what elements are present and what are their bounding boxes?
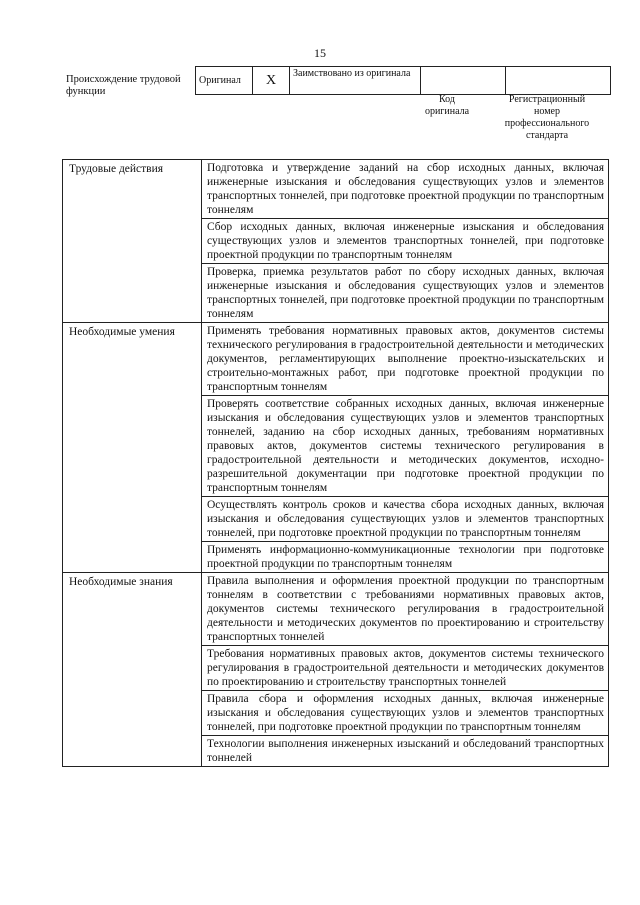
table-row bbox=[63, 573, 609, 646]
code-cell bbox=[421, 67, 506, 95]
table-cell: Применять информационно-коммуникационные технологии при подготовке проектной продукции по транспортным тоннелям bbox=[202, 542, 609, 573]
labor-function-table bbox=[62, 159, 609, 767]
table-cell: Проверка, приемка результатов работ по сбору исходных данных, включая инженерные изыскания и обследования существующих узлов и элементов транспортных тоннелей, при подготовке проектной продукции по транспортным тоннелям bbox=[202, 264, 609, 323]
origin-label: Происхождение трудовой функции bbox=[66, 74, 181, 97]
table-cell: Требования нормативных правовых актов, документов системы технического регулирования в градостроительной деятельности и методических документов по проектированию и строительству транспортных тоннелей bbox=[202, 646, 609, 691]
table-cell: Применять требования нормативных правовых актов, документов системы технического регулирования в градостроительной деятельности и методических документов, регламентирующих выполнение проектно-изыскательских и строительно-монтажных работ, при подготовке проектной продукции по транспортным тоннелям bbox=[202, 323, 609, 396]
table-cell: Осуществлять контроль сроков и качества сбора исходных данных, включая изыскания и обследования существующих узлов и элементов транспортных тоннелей, при подготовке проектной продукции по транспортным тоннелям bbox=[202, 497, 609, 542]
origin-table bbox=[195, 66, 611, 95]
section-title-actions: Трудовые действия bbox=[63, 160, 202, 323]
borrowed-cell: Заимствовано из оригинала bbox=[290, 67, 421, 95]
original-cell: Оригинал bbox=[196, 67, 253, 95]
reg-number-cell bbox=[506, 67, 611, 95]
table-cell: Технологии выполнения инженерных изысканий и обследований транспортных тоннелей bbox=[202, 736, 609, 767]
code-caption: Код оригинала bbox=[424, 94, 470, 117]
reg-number-caption: Регистрационный номер профессионального стандарта bbox=[504, 94, 590, 141]
table-cell: Сбор исходных данных, включая инженерные изыскания и обследования существующих узлов и элементов транспортных тоннелей, при подготовке проектной продукции по транспортным тоннелям bbox=[202, 219, 609, 264]
table-cell: Правила выполнения и оформления проектной продукции по транспортным тоннелям в соответствии с требованиями нормативных правовых актов, документов системы технического регулирования в градостроительной деятельности и методических документов по проектированию и строительству транспортных тоннелей bbox=[202, 573, 609, 646]
section-title-knowledge: Необходимые знания bbox=[63, 573, 202, 767]
original-mark: X bbox=[253, 67, 290, 95]
table-row bbox=[63, 323, 609, 396]
table-cell: Правила сбора и оформления исходных данных, включая инженерные изыскания и обследования существующих узлов и элементов транспортных тоннелей, при подготовке проектной продукции по транспортным тоннелям bbox=[202, 691, 609, 736]
page-number: 15 bbox=[314, 46, 326, 60]
table-row bbox=[63, 160, 609, 219]
section-title-skills: Необходимые умения bbox=[63, 323, 202, 573]
table-cell: Подготовка и утверждение заданий на сбор исходных данных, включая инженерные изыскания и обследования существующих узлов и элементов транспортных тоннелей, при подготовке проектной продукции по транспортным тоннелям bbox=[202, 160, 609, 219]
table-cell: Проверять соответствие собранных исходных данных, включая инженерные изыскания и обследования существующих узлов и элементов транспортных тоннелей, заданию на сбор исходных данных, требованиям нормативных правовых актов, документов системы технического регулирования в градостроительной деятельности и методических документов, исходно-разрешительной документации при подготовке проектной продукции по транспортным тоннелям bbox=[202, 396, 609, 497]
